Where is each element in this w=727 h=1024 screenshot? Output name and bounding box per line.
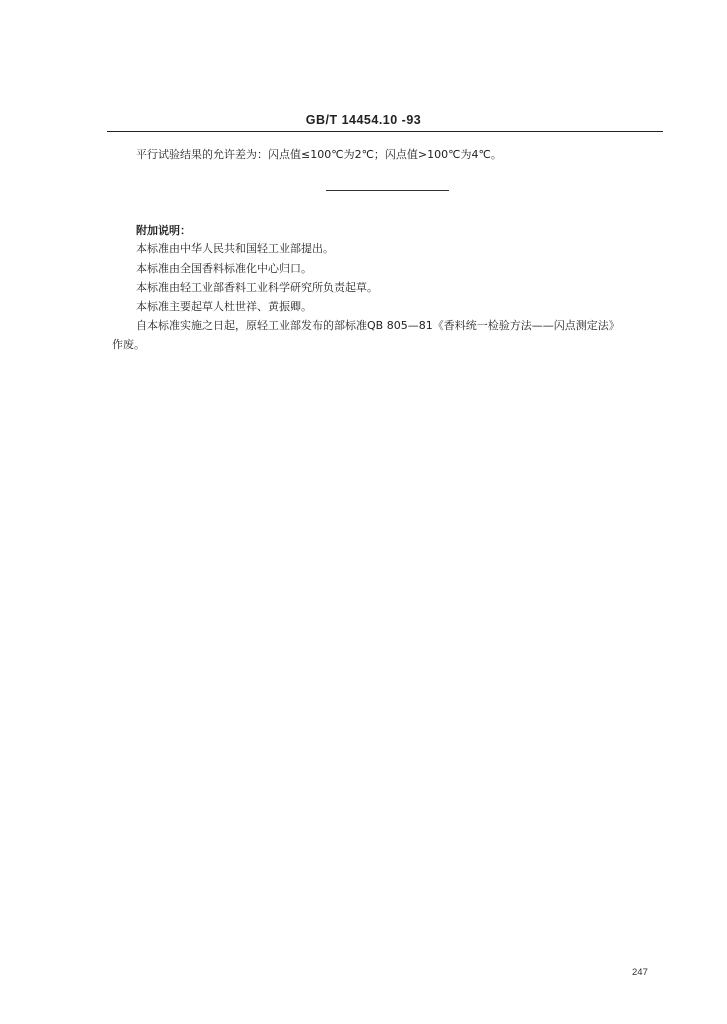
header-rule — [107, 131, 663, 132]
note-line: 本标准由全国香料标准化中心归口。 — [136, 262, 312, 275]
note-line: 本标准由中华人民共和国轻工业部提出。 — [136, 242, 334, 255]
note-line: 本标准主要起草人杜世祥、黄振卿。 — [136, 300, 312, 313]
standard-code: GB/T 14454.10 -93 — [305, 113, 422, 127]
note-line: 本标准由轻工业部香料工业科学研究所负责起草。 — [136, 281, 378, 294]
page-number: 247 — [632, 967, 648, 978]
notes-title: 附加说明： — [136, 224, 191, 237]
section-divider — [326, 190, 449, 191]
note-line: 自本标准实施之日起，原轻工业部发布的部标准QB 805—81《香料统一检验方法——闪点测定法》 — [136, 319, 620, 332]
tolerance-text: 平行试验结果的允许差为：闪点值≤100℃为2℃；闪点值>100℃为4℃。 — [136, 148, 502, 161]
note-continuation: 作废。 — [112, 338, 145, 351]
